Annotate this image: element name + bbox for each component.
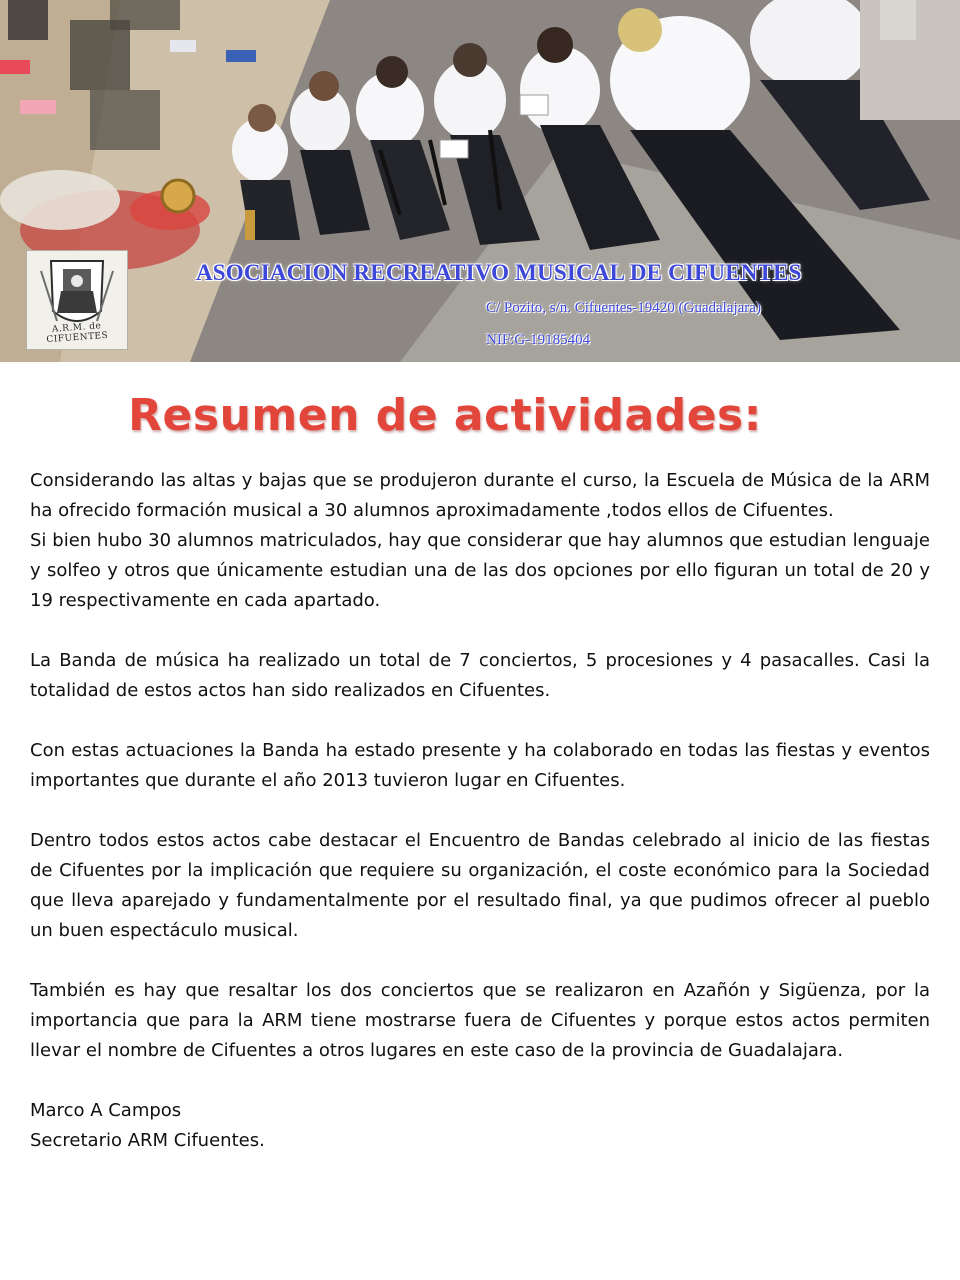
association-crest bbox=[26, 250, 128, 350]
association-name: ASOCIACION RECREATIVO MUSICAL DE CIFUENTES bbox=[196, 260, 802, 285]
paragraph-enrolment: Si bien hubo 30 alumnos matriculados, hay que considerar que hay alumnos que estudian lenguaje y solfeo y otros que únicamente estudian una de las dos opciones por ello figuran un total de 20 y 19 respectivamente en cada apartado. bbox=[30, 530, 930, 611]
signature-block bbox=[30, 1096, 930, 1156]
association-nif: NIF:G-19185404 bbox=[486, 332, 591, 348]
paragraph-external-concerts: También es hay que resaltar los dos conciertos que se realizaron en Azañón y Sigüenza, por la importancia que para la ARM tiene mostrarse fuera de Cifuentes y porque estos actos permiten llevar el nombre de Cifuentes a otros lugares en este caso de la provincia de Guadalajara. bbox=[30, 980, 930, 1061]
page-title: Resumen de actividades: bbox=[128, 390, 762, 441]
document-body bbox=[30, 466, 930, 1156]
paragraph-band-meeting: Dentro todos estos actos cabe destacar el Encuentro de Bandas celebrado al inicio de las fiestas de Cifuentes por la implicación que requiere su organización, el coste económico para la Sociedad que lleva aparejado y fundamentalmente por el resultado final, ya que pudimos ofrecer al pueblo un buen espectáculo musical. bbox=[30, 830, 930, 941]
paragraph-school-students: Considerando las altas y bajas que se produjeron durante el curso, la Escuela de Música de la ARM ha ofrecido formación musical a 30 alumnos aproximadamente ,todos ellos de Cifuentes. bbox=[30, 470, 930, 521]
association-address: C/ Pozito, s/n. Cifuentes-19420 (Guadalajara) bbox=[486, 300, 761, 316]
band-parade-photo bbox=[0, 0, 960, 362]
header-banner bbox=[0, 0, 960, 362]
paragraph-band-presence: Con estas actuaciones la Banda ha estado presente y ha colaborado en todas las fiestas y eventos importantes que durante el año 2013 tuvieron lugar en Cifuentes. bbox=[30, 740, 930, 791]
signature-role: Secretario ARM Cifuentes. bbox=[30, 1130, 265, 1151]
signature-name: Marco A Campos bbox=[30, 1100, 182, 1121]
paragraph-band-performances: La Banda de música ha realizado un total de 7 conciertos, 5 procesiones y 4 pasacalles. Casi la totalidad de estos actos han sido realizados en Cifuentes. bbox=[30, 650, 930, 701]
crest-label: A.R.M. de CIFUENTES bbox=[46, 321, 109, 346]
